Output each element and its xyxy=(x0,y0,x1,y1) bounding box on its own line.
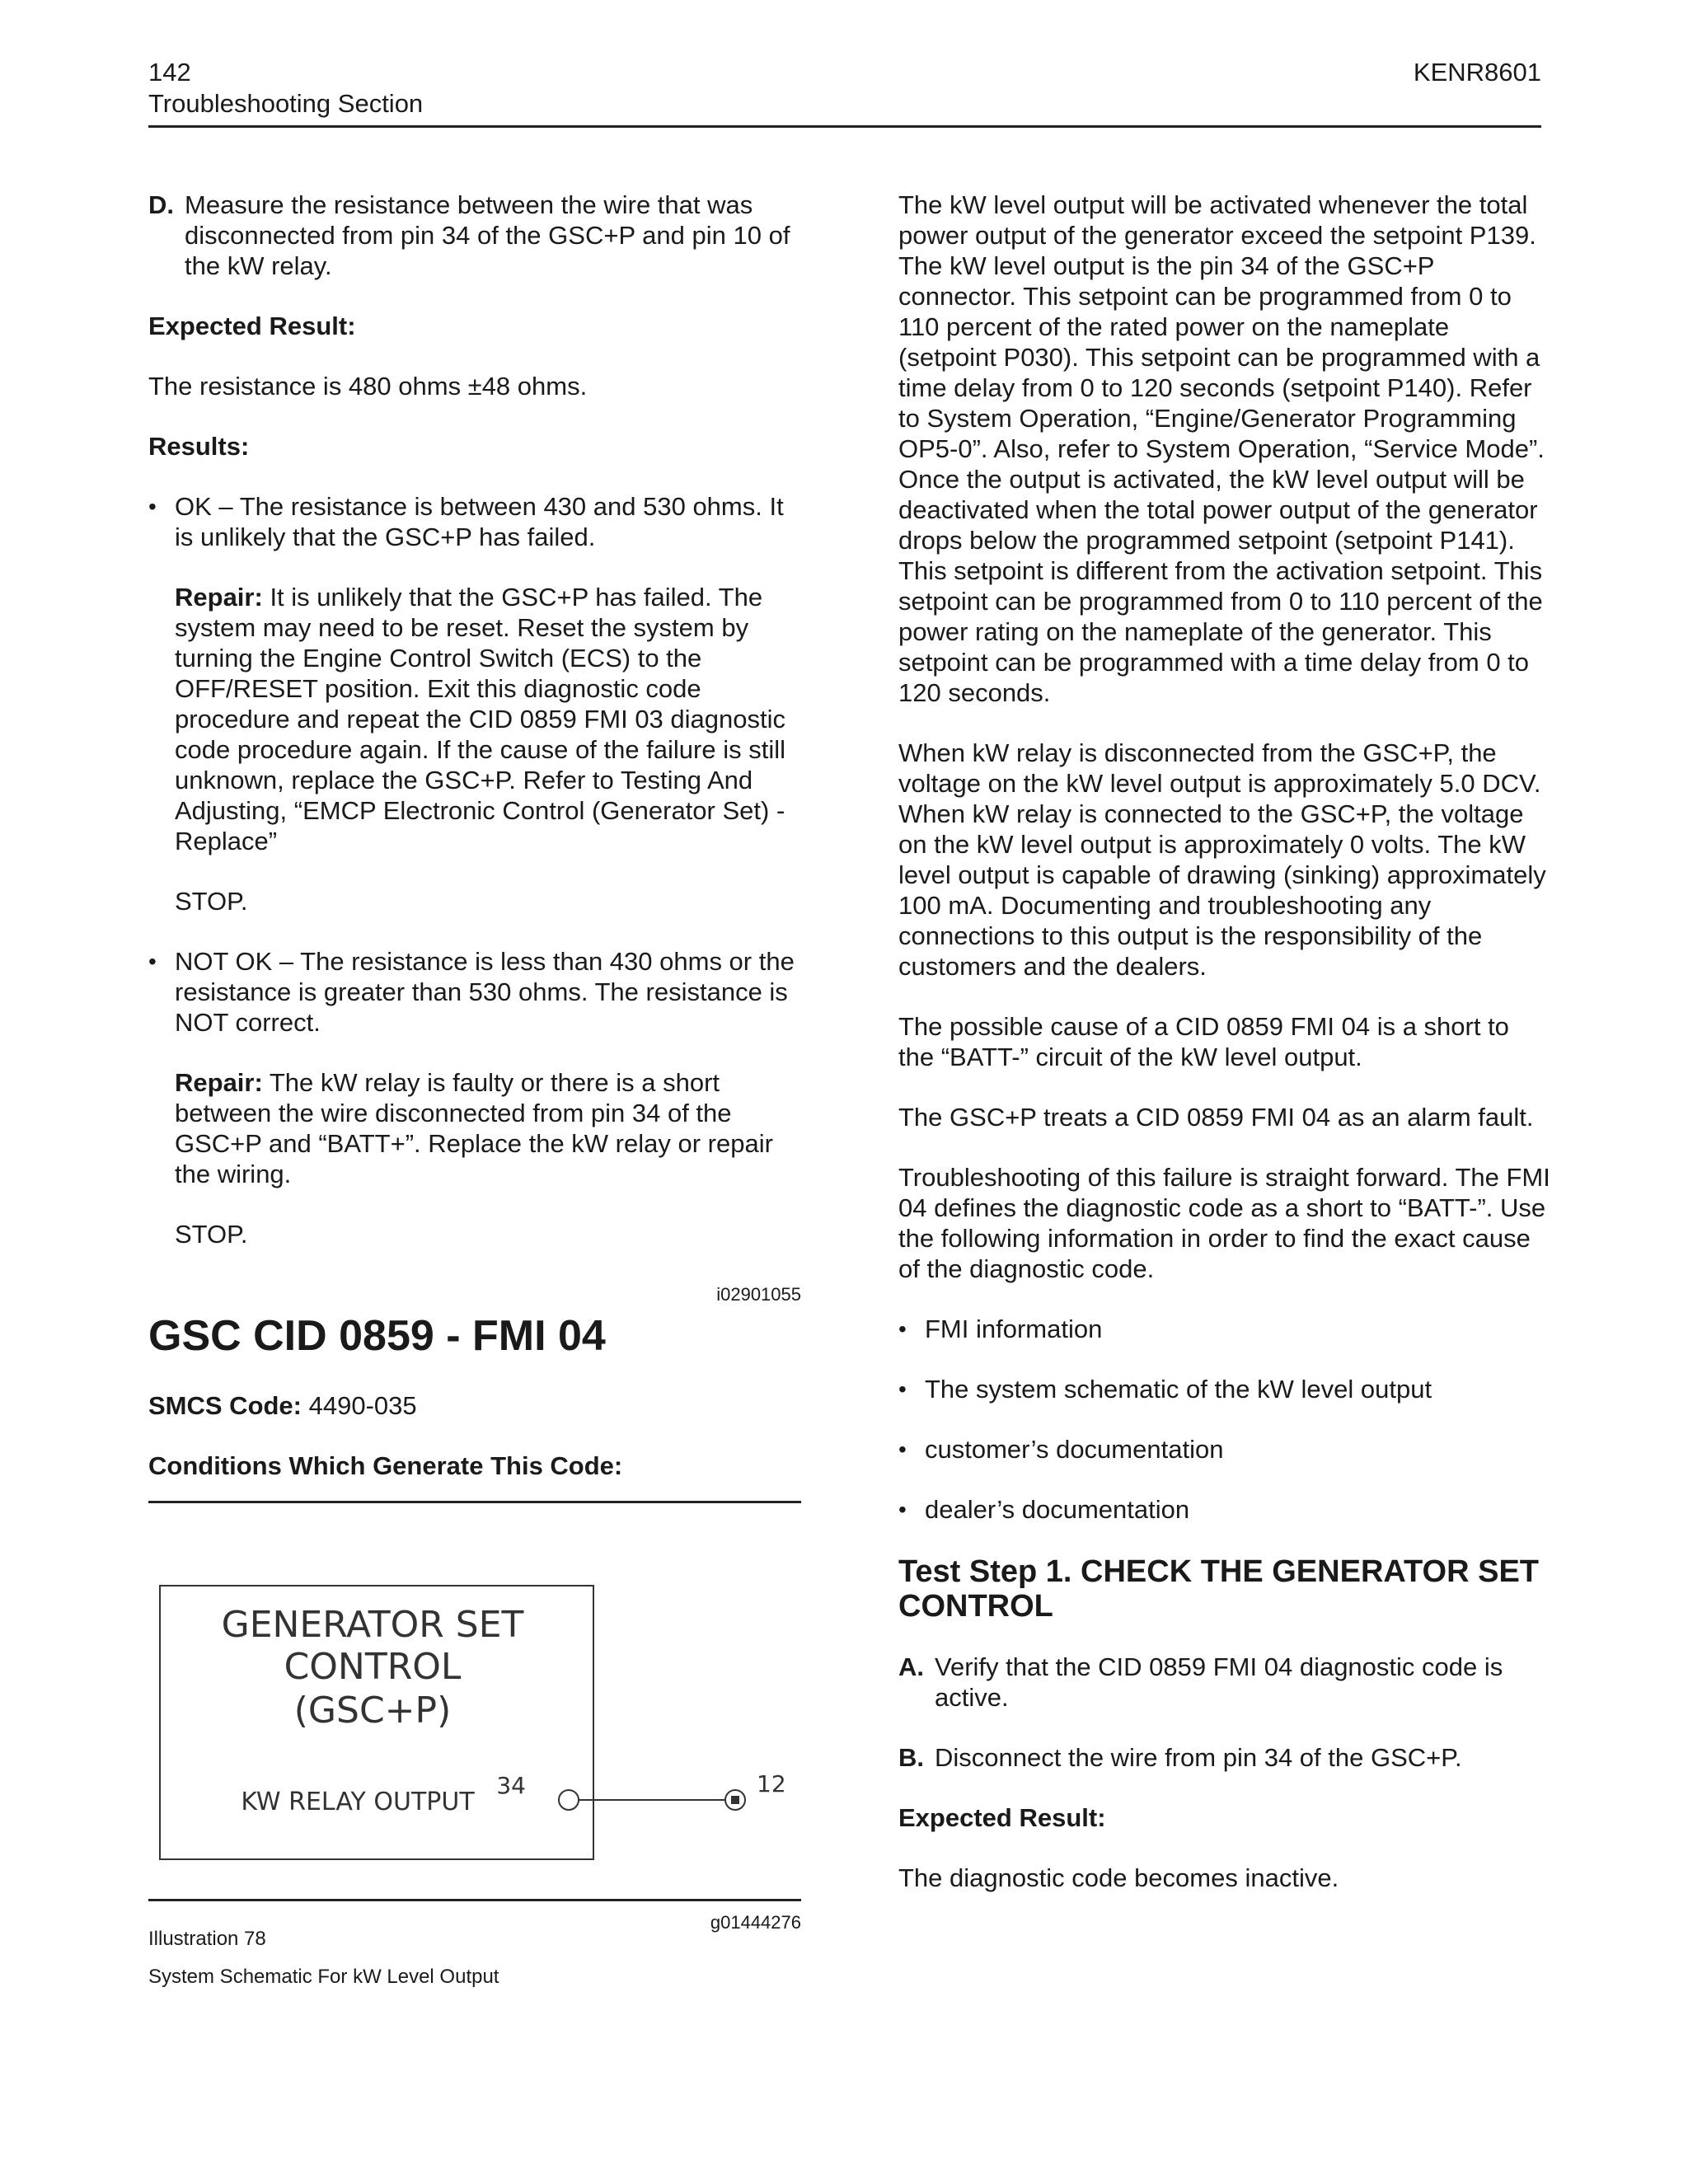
stop-text: STOP. xyxy=(175,887,248,916)
output-label: KW RELAY OUTPUT xyxy=(241,1788,475,1816)
schematic-figure xyxy=(148,1503,801,1899)
smcs-code xyxy=(148,1390,801,1421)
paragraph-2: When kW relay is disconnected from the GSC+P, the voltage on the kW level output is approximately 5.0 DCV. When kW relay is connected to the GSC+P, the voltage on the kW level output is approximately 0 volts. The kW level output is capable of drawing (sinking) approximately 100 mA. Documenting and troubleshooting any connections to this output is the responsibility of the customers and the dealers. xyxy=(898,738,1546,981)
stop-text: STOP. xyxy=(175,1220,248,1249)
expected-result-text: The diagnostic code becomes inactive. xyxy=(898,1863,1339,1892)
list-item xyxy=(898,1314,1551,1344)
left-column xyxy=(148,190,801,1990)
pin-34-label: 34 xyxy=(496,1772,526,1799)
illustration-label: Illustration 78 xyxy=(148,1928,266,1950)
bullet-icon: • xyxy=(898,1316,907,1342)
page-number: 142 xyxy=(148,58,191,87)
expected-result-text: The resistance is 480 ohms ±48 ohms. xyxy=(148,372,588,401)
illustration-caption: System Schematic For kW Level Output xyxy=(148,1966,499,1988)
results-heading: Results: xyxy=(148,432,250,461)
list-item-text: customer’s documentation xyxy=(925,1435,1224,1464)
result-ok-text: OK – The resistance is between 430 and 530 ohms. It is unlikely that the GSC+P has failed. xyxy=(175,492,784,551)
figure-caption xyxy=(148,1910,801,1990)
page-header xyxy=(148,53,1541,128)
pin-34-terminal-icon xyxy=(559,1790,579,1810)
schematic-diagram xyxy=(148,1503,801,1899)
ok-repair xyxy=(175,582,801,856)
right-column xyxy=(898,190,1551,1923)
pin-12-terminal-dot xyxy=(731,1796,739,1804)
repair-label: Repair: xyxy=(175,1068,263,1097)
paragraph-3: The possible cause of a CID 0859 FMI 04 is a short to the “BATT-” circuit of the kW level output. xyxy=(898,1012,1509,1071)
expected-result-heading: Expected Result: xyxy=(898,1803,1106,1832)
pin-12-label: 12 xyxy=(757,1770,786,1797)
paragraph-5: Troubleshooting of this failure is straight forward. The FMI 04 defines the diagnostic code as a short to “BATT-”. Use the following information in order to find the exact cause of the diagnostic code. xyxy=(898,1163,1550,1283)
step-text: Verify that the CID 0859 FMI 04 diagnostic code is active. xyxy=(935,1652,1503,1712)
step-d xyxy=(148,190,801,281)
reference-id: i02901055 xyxy=(716,1284,801,1305)
section-title: GSC CID 0859 - FMI 04 xyxy=(148,1312,606,1360)
smcs-value: 4490-035 xyxy=(308,1391,417,1420)
paragraph-4: The GSC+P treats a CID 0859 FMI 04 as an alarm fault. xyxy=(898,1103,1534,1132)
bullet-icon: • xyxy=(898,1497,907,1522)
step-letter: D. xyxy=(148,190,174,219)
diagram-line-2: CONTROL xyxy=(284,1646,462,1688)
result-not-ok-text: NOT OK – The resistance is less than 430 ohms or the resistance is greater than 530 ohms. The resistance is NOT correct. xyxy=(175,947,795,1037)
conditions-heading: Conditions Which Generate This Code: xyxy=(148,1451,623,1480)
step-b xyxy=(898,1742,1551,1773)
figure-bottom-rule xyxy=(148,1899,801,1901)
diagram-line-1: GENERATOR SET xyxy=(221,1604,524,1646)
list-item xyxy=(898,1434,1551,1465)
list-item xyxy=(898,1494,1551,1525)
section-name: Troubleshooting Section xyxy=(148,89,424,118)
bullet-icon: • xyxy=(148,494,157,519)
smcs-label: SMCS Code: xyxy=(148,1391,302,1420)
result-ok xyxy=(148,491,801,552)
not-ok-repair xyxy=(175,1067,801,1189)
bullet-icon: • xyxy=(898,1436,907,1462)
list-item-text: FMI information xyxy=(925,1315,1103,1343)
result-not-ok xyxy=(148,946,801,1038)
not-ok-repair-text: The kW relay is faulty or there is a short between the wire disconnected from pin 34 of the GSC+P and “BATT+”. Replace the kW relay or repair the wiring. xyxy=(175,1068,773,1188)
list-item-text: dealer’s documentation xyxy=(925,1495,1190,1524)
step-text: Measure the resistance between the wire that was disconnected from pin 34 of the GSC+P and pin 10 of the kW relay. xyxy=(185,190,790,280)
step-a xyxy=(898,1652,1551,1713)
bullet-icon: • xyxy=(148,949,157,974)
paragraph-1: The kW level output will be activated whenever the total power output of the generator exceed the setpoint P139. The kW level output is the pin 34 of the GSC+P connector. This setpoint can be programmed from 0 to 110 percent of the rated power on the nameplate (setpoint P030). This setpoint can be programmed with a time delay from 0 to 120 seconds (setpoint P140). Refer to System Operation, “Engine/Generator Programming OP5-0”. Also, refer to System Operation, “Service Mode”. Once the output is activated, the kW level output will be deactivated when the total power output of the generator drops below the programmed setpoint (setpoint P141). This setpoint is different from the activation setpoint. This setpoint can be programmed from 0 to 110 percent of the power rating on the nameplate of the generator. This setpoint can be programmed with a time delay from 0 to 120 seconds. xyxy=(898,190,1545,707)
illustration-code: g01444276 xyxy=(710,1912,801,1933)
document-id: KENR8601 xyxy=(1413,58,1541,87)
step-letter: B. xyxy=(898,1743,924,1772)
ok-repair-text: It is unlikely that the GSC+P has failed. The system may need to be reset. Reset the system by turning the Engine Control Switch (ECS) to the OFF/RESET position. Exit this diagnostic code procedure and repeat the CID 0859 FMI 03 diagnostic code procedure again. If the cause of the failure is still unknown, replace the GSC+P. Refer to Testing And Adjusting, “EMCP Electronic Control (Generator Set) - Replace” xyxy=(175,583,786,855)
bullet-icon: • xyxy=(898,1376,907,1402)
step-letter: A. xyxy=(898,1652,924,1681)
diagram-line-3: (GSC+P) xyxy=(293,1690,452,1732)
step-text: Disconnect the wire from pin 34 of the GSC+P. xyxy=(935,1743,1462,1772)
test-step-heading: Test Step 1. CHECK THE GENERATOR SET CONTROL xyxy=(898,1554,1539,1624)
list-item xyxy=(898,1374,1551,1404)
list-item-text: The system schematic of the kW level output xyxy=(925,1375,1432,1404)
expected-result-heading: Expected Result: xyxy=(148,312,356,340)
repair-label: Repair: xyxy=(175,583,263,612)
